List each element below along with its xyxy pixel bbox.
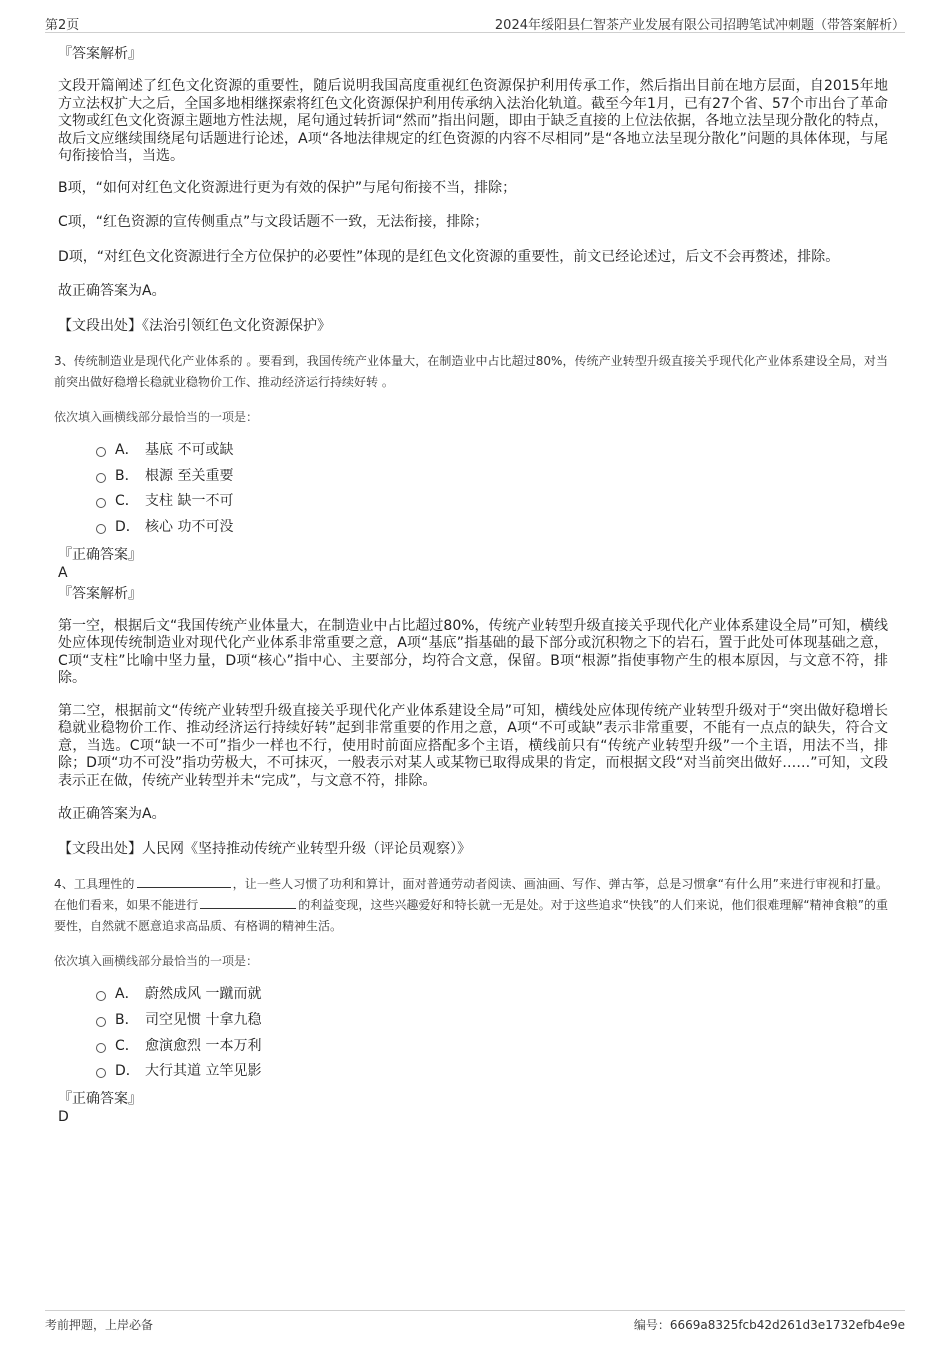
radio-icon[interactable] — [96, 1068, 106, 1078]
q3-source: 【文段出处】人民网《坚持推动传统产业转型升级（评论员观察）》 — [58, 840, 471, 857]
q2-analysis-para-3: C项，“红色资源的宣传侧重点”与文段话题不一致，无法衔接，排除； — [58, 214, 489, 230]
q2-analysis-para-4: D项，“对红色文化资源进行全方位保护的必要性”体现的是红色文化资源的重要性，前文已经论述过，后文不会再赘述，排除。 — [58, 248, 840, 265]
q3-analysis-para-2: 第二空，根据前文“传统产业转型升级直接关乎现代化产业体系建设全局”可知，横线处应体现传统产业转型升级对于“突出做好稳增长稳就业稳物价工作、推动经济运行持续好转”起到非常重要的作用之意，A项“不可或缺”表示非常重要，不能有一点点的缺失，符合文意，当选。C项“缺一不可”指少一样也不行，使用时前面应搭配多个主语，横线前只有“传统产业转型升级”一个主语，用法不当，排除；D项“功不可没”指功劳极大，不可抹灭，一般表示对某人或某物已取得成果的肯定，而根据文段“对当前突出做好……”可知，文段表示正在做，传统产业转型并未“完成”，与文意不符，排除。 — [58, 702, 888, 789]
q3-stem: 3、传统制造业是现代化产业体系的 。要看到，我国传统产业体量大，在制造业中占比超过80%，传统产业转型升级直接关乎现代化产业体系建设全局，对当前突出做好稳增长稳就业稳物价工作、推动经济运行持续好转 。 — [54, 354, 888, 389]
q4-stem — [54, 874, 888, 937]
q3-option-c[interactable] — [96, 489, 888, 515]
q3-option-b[interactable] — [96, 464, 888, 490]
q3-analysis-para-1: 第一空，根据后文“我国传统产业体量大，在制造业中占比超过80%，传统产业转型升级直接关乎现代化产业体系建设全局”可知，横线处应体现传统制造业对现代化产业体系非常重要之意，A项“基底”指基础的最下部分或沉积物之下的岩石，置于此处可体现基础之意，C项“支柱”比喻中坚力量，D项“核心”指中心、主要部分，均符合文意，保留。B项“根源”指使事物产生的根本原因，与文意不符，排除。 — [58, 617, 888, 687]
page-footer — [45, 1310, 905, 1337]
q4-correct-answer: D — [58, 1109, 69, 1126]
q4-correct-label: 『正确答案』 — [58, 1091, 142, 1108]
radio-icon[interactable] — [96, 1017, 106, 1027]
radio-icon[interactable] — [96, 1043, 106, 1053]
q2-analysis-para-1: 文段开篇阐述了红色文化资源的重要性，随后说明我国高度重视红色资源保护利用传承工作，然后指出目前在地方层面，自2015年地方立法权扩大之后，全国多地相继探索将红色文化资源保护利用传承纳入法治化轨道。截至今年1月，已有27个省、57个市出台了革命文物或红色文化资源主题地方性法规，尾句通过转折词“然而”指出问题，即由于缺乏直接的上位法依据，各地立法呈现分散化的特点，故后文应继续围绕尾句话题进行论述，A项“各地法律规定的红色资源的内容不尽相同”是“各地立法呈现分散化”问题的具体体现，与尾句衔接恰当，当选。 — [58, 78, 888, 164]
q4-blank-2 — [200, 896, 296, 909]
q4-instruction: 依次填入画横线部分最恰当的一项是： — [54, 954, 259, 969]
option-letter: B． — [115, 1012, 139, 1029]
option-letter: D． — [115, 1063, 140, 1080]
page-header — [45, 12, 905, 33]
document-id-value: 6669a8325fcb42d261d3e1732efb4e9e — [669, 1318, 905, 1332]
document-id-label: 编号： — [633, 1318, 670, 1332]
page-number: 第2页 — [45, 18, 80, 33]
option-text: 支柱 缺一不可 — [145, 493, 234, 510]
q4-stem-part-1: 4、工具理性的 — [54, 877, 135, 892]
option-text: 大行其道 立竿见影 — [145, 1063, 262, 1080]
option-letter: D． — [115, 519, 140, 536]
option-text: 基底 不可或缺 — [145, 442, 234, 458]
q4-blank-1 — [137, 875, 231, 888]
option-letter: B． — [115, 467, 139, 484]
q2-analysis-para-2: B项，“如何对红色文化资源进行更为有效的保护”与尾句衔接不当，排除； — [58, 179, 517, 196]
footer-slogan: 考前押题，上岸必备 — [45, 1318, 154, 1332]
option-letter: C． — [115, 1037, 139, 1054]
q3-correct-answer: A — [58, 564, 68, 581]
option-letter: C． — [115, 493, 139, 510]
option-text: 愈演愈烈 一本万利 — [145, 1037, 262, 1054]
q2-answer-conclusion: 故正确答案为A。 — [58, 283, 166, 299]
q3-answer-conclusion: 故正确答案为A。 — [58, 806, 166, 823]
document-id — [634, 1316, 905, 1333]
radio-icon[interactable] — [96, 473, 106, 483]
q4-option-b[interactable] — [96, 1008, 888, 1034]
radio-icon[interactable] — [96, 498, 106, 508]
q4-option-c[interactable] — [96, 1034, 888, 1060]
q4-option-a[interactable] — [96, 982, 888, 1008]
option-text: 司空见惯 十拿九稳 — [145, 1012, 262, 1029]
q4-stem-part-3: 的利益变现，这些兴趣爱好和特长就一无是处。对于这些追求“快钱”的人们来说，他们很难理解“精神食粮”的重要性，自然就不愿意追求高品质、有格调的精神生活。 — [54, 898, 888, 934]
option-letter: A． — [115, 442, 139, 458]
radio-icon[interactable] — [96, 991, 106, 1001]
radio-icon[interactable] — [96, 447, 106, 457]
q4-stem-part-2: ，让一些人习惯了功利和算计，面对普通劳动者阅读、画油画、写作、弹古筝，总是习惯拿“有什么用”来进行审视和打量。在他们看来，如果不能进行 — [54, 877, 888, 913]
q3-options — [58, 438, 888, 541]
q4-option-d[interactable] — [96, 1059, 888, 1085]
option-text: 根源 至关重要 — [145, 467, 234, 484]
page-content — [54, 44, 888, 1126]
q3-analysis-label: 『答案解析』 — [58, 585, 142, 602]
option-text: 核心 功不可没 — [145, 519, 234, 536]
radio-icon[interactable] — [96, 524, 106, 534]
q3-instruction: 依次填入画横线部分最恰当的一项是： — [54, 410, 259, 424]
option-text: 蔚然成风 一蹴而就 — [145, 986, 262, 1003]
q2-source: 【文段出处】《法治引领红色文化资源保护》 — [58, 317, 331, 334]
q4-options — [58, 982, 888, 1085]
option-letter: A． — [115, 986, 139, 1003]
q3-option-a[interactable] — [96, 438, 888, 464]
q2-analysis-label: 『答案解析』 — [58, 46, 142, 62]
q3-correct-label: 『正确答案』 — [58, 546, 142, 563]
document-title: 2024年绥阳县仁智茶产业发展有限公司招聘笔试冲刺题（带答案解析） — [494, 18, 905, 33]
q3-option-d[interactable] — [96, 515, 888, 541]
